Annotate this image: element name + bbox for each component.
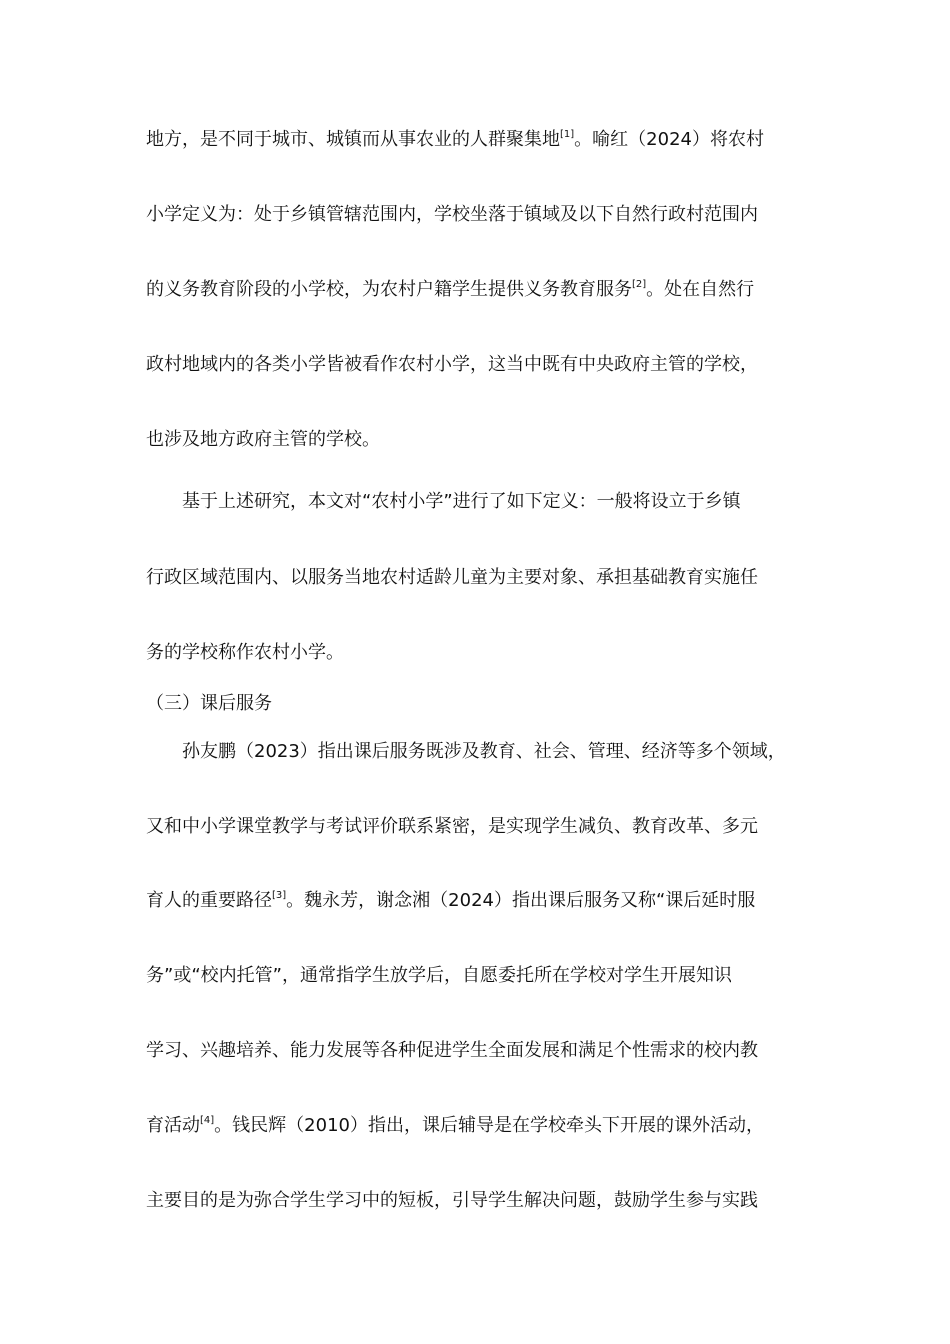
line-text: 地方，是不同于城市、城镇而从事农业的人群聚集地: [146, 129, 560, 150]
line-text: 育活动: [146, 1115, 200, 1136]
citation-ref[interactable]: [1]: [560, 129, 575, 140]
line-text-tail: 。喻红（2024）将农村: [574, 129, 764, 150]
line-text: 也涉及地方政府主管的学校。: [146, 429, 380, 450]
line-text: 政村地域内的各类小学皆被看作农村小学，这当中既有中央政府主管的学校，: [146, 354, 758, 375]
line-text-tail: 。处在自然行: [646, 279, 755, 300]
line-text: 行政区域范围内、以服务当地农村适龄儿童为主要对象、承担基础教育实施任: [146, 567, 758, 588]
line-text: 又和中小学课堂教学与考试评价联系紧密，是实现学生减负、教育改革、多元: [146, 816, 758, 837]
line-text: 的义务教育阶段的小学校，为农村户籍学生提供义务教育服务: [146, 279, 632, 300]
paragraph-line-12: [146, 964, 826, 988]
line-text: 小学定义为：处于乡镇管辖范围内，学校坐落于镇域及以下自然行政村范围内: [146, 204, 758, 225]
line-text: 务的学校称作农村小学。: [146, 642, 344, 663]
line-text: 孙友鹏（2023）指出课后服务既涉及教育、社会、管理、经济等多个领域，: [182, 741, 786, 762]
paragraph-line-9: [182, 740, 862, 764]
line-text: 务”或“校内托管”，通常指学生放学后，自愿委托所在学校对学生开展知识: [146, 965, 732, 986]
paragraph-line-11: [146, 889, 826, 913]
line-text: 基于上述研究，本文对“农村小学”进行了如下定义：一般将设立于乡镇: [182, 491, 741, 512]
paragraph-line-10: [146, 815, 826, 839]
paragraph-line-7: [146, 566, 826, 590]
paragraph-line-5: [146, 428, 826, 452]
paragraph-line-1: [146, 128, 826, 152]
heading-text: （三）课后服务: [146, 693, 272, 714]
line-text-tail: 。魏永芳，谢念湘（2024）指出课后服务又称“课后延时服: [286, 890, 756, 911]
paragraph-line-13: [146, 1039, 826, 1063]
paragraph-line-3: [146, 278, 826, 302]
line-text: 育人的重要路径: [146, 890, 272, 911]
citation-ref[interactable]: [2]: [632, 279, 647, 290]
paragraph-line-2: [146, 203, 826, 227]
paragraph-line-4: [146, 353, 826, 377]
line-text: 主要目的是为弥合学生学习中的短板，引导学生解决问题，鼓励学生参与实践: [146, 1190, 758, 1211]
line-text: 学习、兴趣培养、能力发展等各种促进学生全面发展和满足个性需求的校内教: [146, 1040, 758, 1061]
paragraph-line-15: [146, 1189, 826, 1213]
citation-ref[interactable]: [4]: [200, 1115, 215, 1126]
section-heading: [146, 692, 826, 716]
paragraph-line-6: [182, 490, 862, 514]
paragraph-line-8: [146, 641, 826, 665]
line-text-tail: 。钱民辉（2010）指出，课后辅导是在学校牵头下开展的课外活动，: [214, 1115, 764, 1136]
citation-ref[interactable]: [3]: [272, 890, 287, 901]
paragraph-line-14: [146, 1114, 826, 1138]
